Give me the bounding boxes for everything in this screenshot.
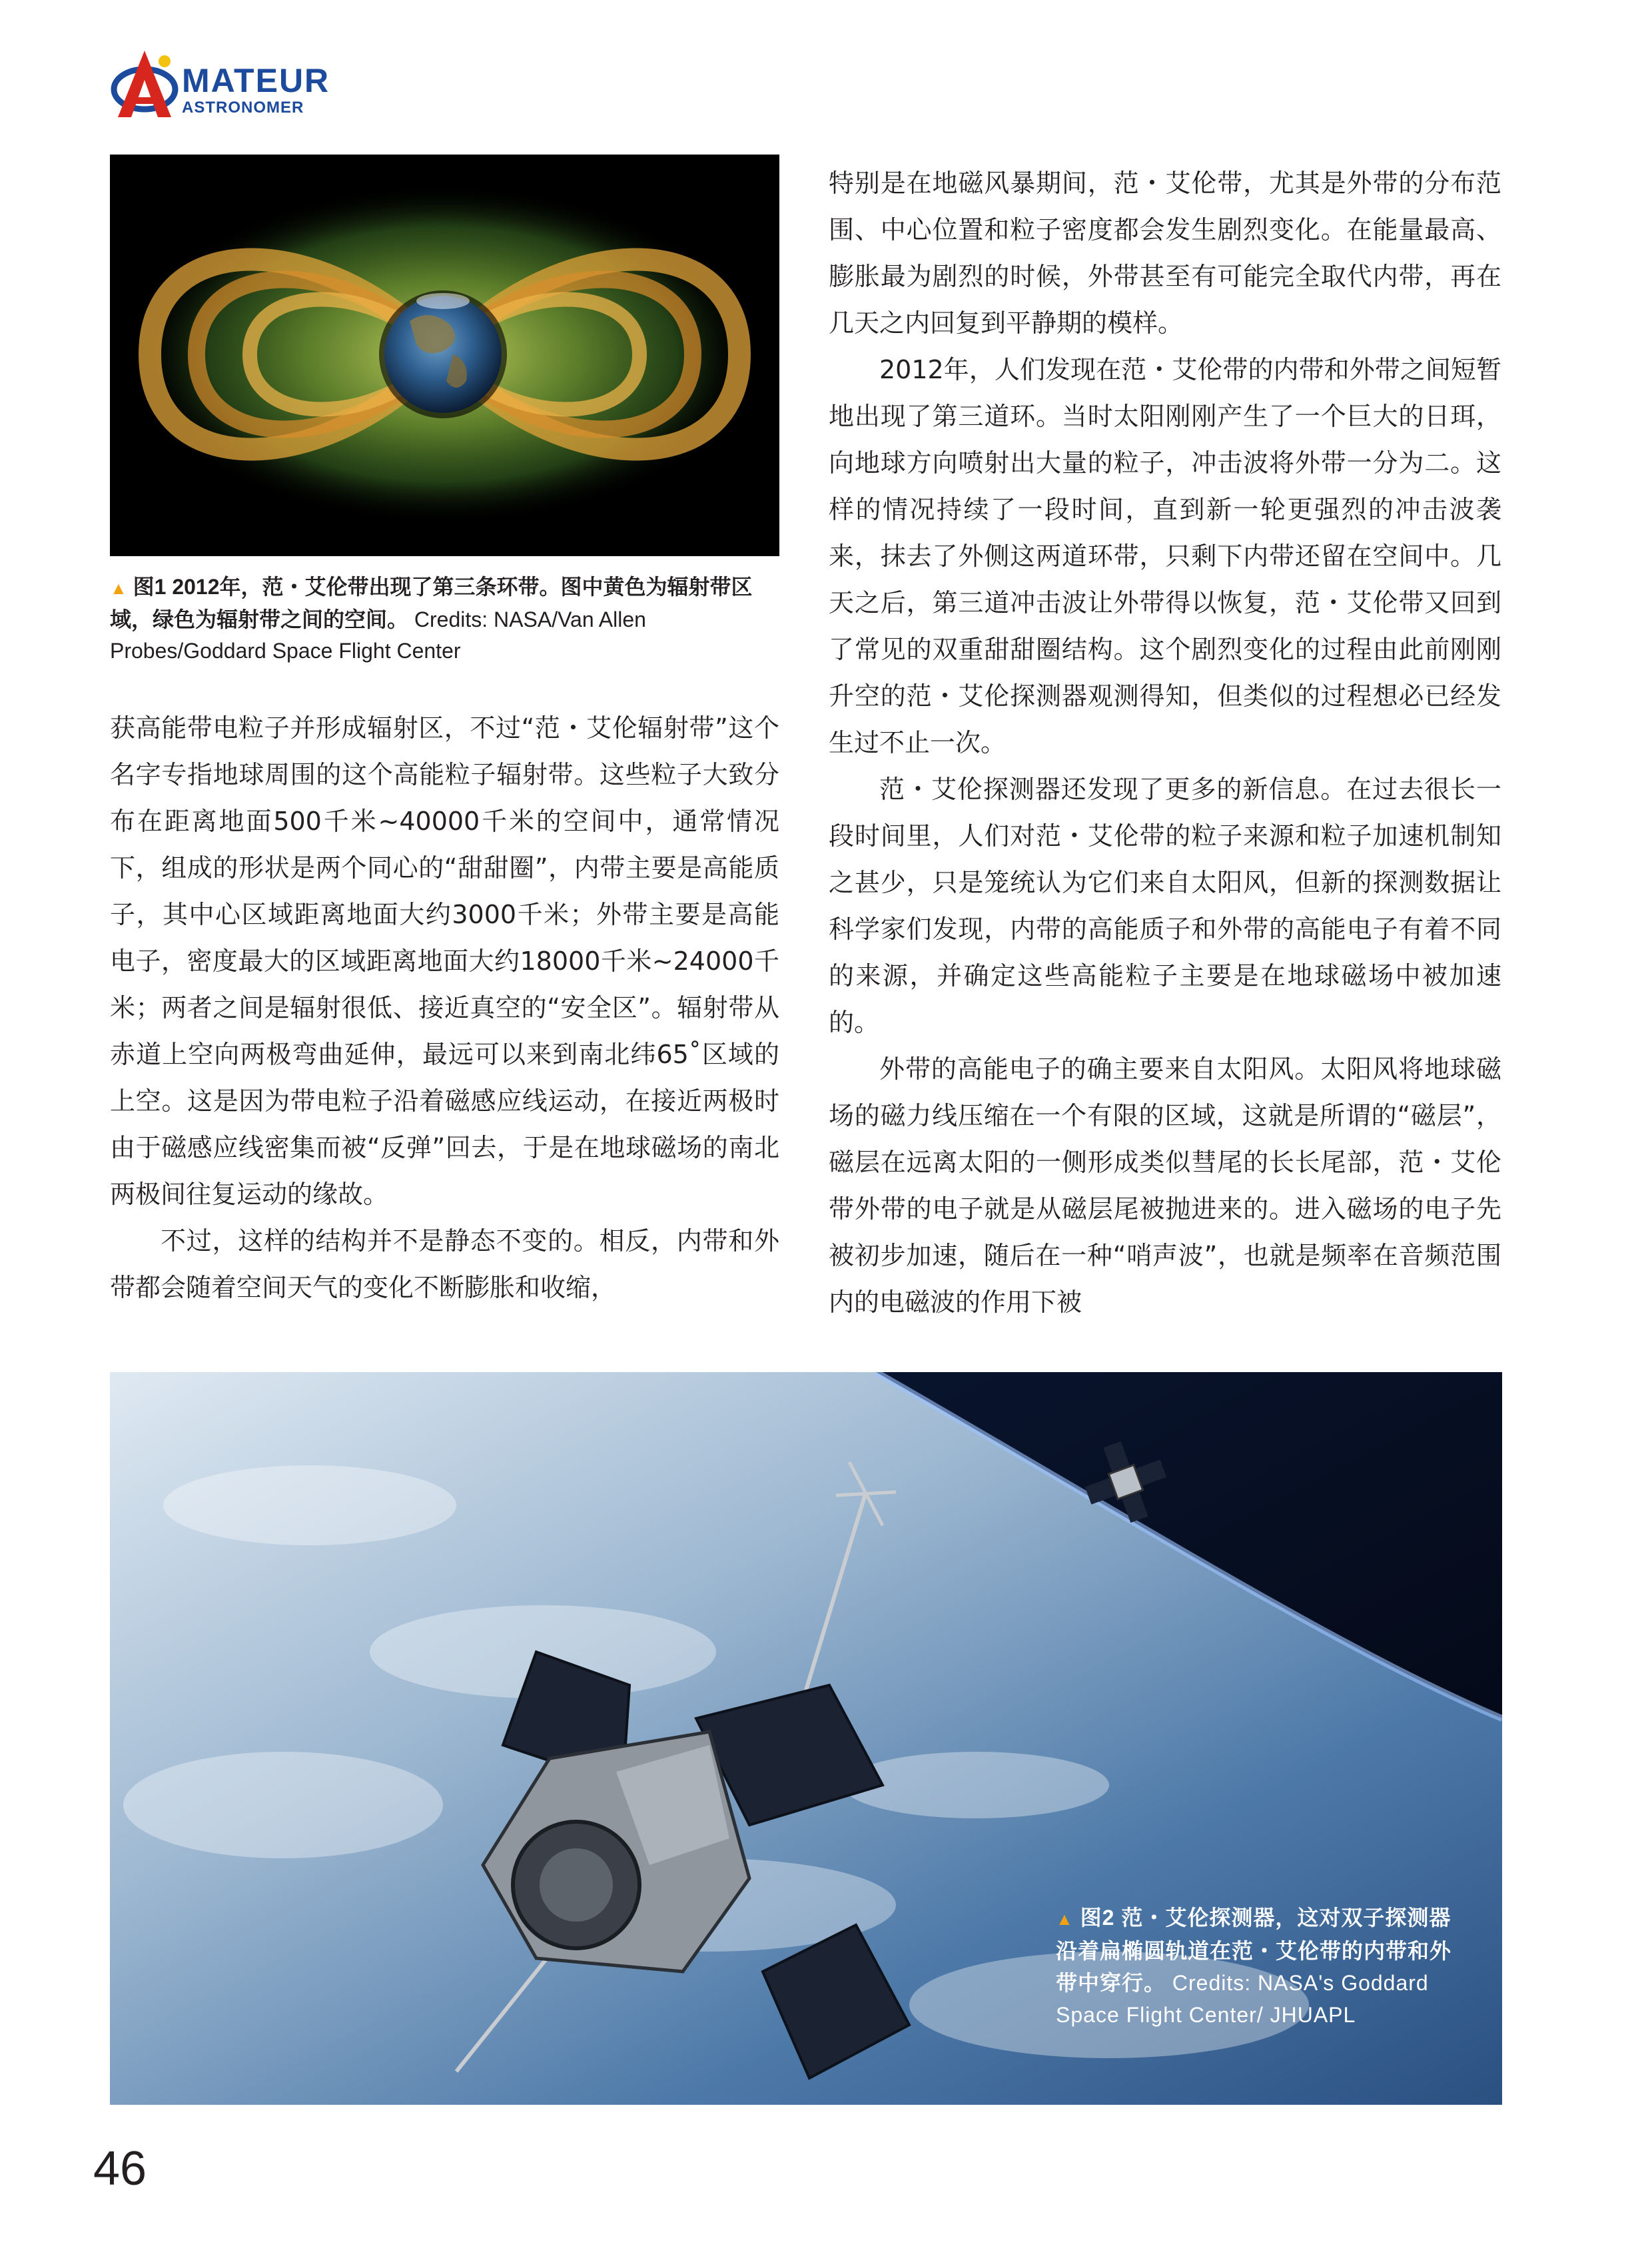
van-allen-belt-illustration (110, 155, 779, 556)
right-text-column (829, 160, 1501, 1325)
logo-text-mateur: MATEUR (182, 62, 330, 99)
body-paragraph: 不过，这样的结构并不是静态不变的。相反，内带和外带都会随着空间天气的变化不断膨胀和收缩， (110, 1226, 779, 1302)
body-paragraph: 外带的高能电子的确主要来自太阳风。太阳风将地球磁场的磁力线压缩在一个有限的区域，这就是所谓的“磁层”，磁层在远离太阳的一侧形成类似彗尾的长长尾部，范・艾伦带外带的电子就是从磁层尾被抛进来的。进入磁场的电子先被初步加速，随后在一种“哨声波”，也就是频率在音频范围内的电磁波的作用下被 (829, 1054, 1501, 1317)
figure-van-allen-belts (110, 155, 779, 556)
figure2-caption-credits: Credits: NASA's Goddard Space Flight Center/ JHUAPL (1056, 1971, 1429, 2027)
left-text-column (110, 705, 779, 1311)
page-number: 46 (93, 2142, 147, 2195)
body-paragraph: 2012年，人们发现在范・艾伦带的内带和外带之间短暂地出现了第三道环。当时太阳刚刚产生了一个巨大的日珥，向地球方向喷射出大量的粒子，冲击波将外带一分为二。这样的情况持续了一段时间，直到新一轮更强烈的冲击波袭来，抹去了外侧这两道环带，只剩下内带还留在空间中。几天之后，第三道冲击波让外带得以恢复，范・艾伦带又回到了常见的双重甜甜圈结构。这个剧烈变化的过程由此前刚刚升空的范・艾伦探测器观测得知，但类似的过程想必已经发生过不止一次。 (829, 355, 1501, 757)
figure2-caption (1056, 1902, 1472, 2031)
body-paragraph: 获高能带电粒子并形成辐射区，不过“范・艾伦辐射带”这个名字专指地球周围的这个高能粒子辐射带。这些粒子大致分布在距离地面500千米~40000千米的空间中，通常情况下，组成的形状是两个同心的“甜甜圈”，内带主要是高能质子，其中心区域距离地面大约3000千米；外带主要是高能电子，密度最大的区域距离地面大约18000千米~24000千米；两者之间是辐射很低、接近真空的“安全区”。辐射带从赤道上空向两极弯曲延伸，最远可以来到南北纬65˚区域的上空。这是因为带电粒子沿着磁感应线运动，在接近两极时由于磁感应线密集而被“反弹”回去，于是在地球磁场的南北两极间往复运动的缘故。 (110, 713, 779, 1209)
figure1-caption-text: 图1 2012年，范・艾伦带出现了第三条环带。图中黄色为辐射带区域，绿色为辐射带之间的空间。 (110, 575, 753, 631)
figure1-caption (110, 571, 783, 667)
figure2-caption-text: 图2 范・艾伦探测器，这对双子探测器沿着扁椭圆轨道在范・艾伦带的内带和外带中穿行。 (1056, 1906, 1452, 1995)
logo-a-icon (110, 48, 183, 121)
caption-triangle-icon: ▲ (1056, 1909, 1074, 1929)
figure1-caption-credits: Credits: NASA/Van Allen Probes/Goddard Space Flight Center (110, 607, 646, 663)
body-paragraph: 范・艾伦探测器还发现了更多的新信息。在过去很长一段时间里，人们对范・艾伦带的粒子来源和粒子加速机制知之甚少，只是笼统认为它们来自太阳风，但新的探测数据让科学家们发现，内带的高能质子和外带的高能电子有着不同的来源，并确定这些高能粒子主要是在地球磁场中被加速的。 (829, 775, 1501, 1037)
caption-triangle-icon: ▲ (110, 578, 127, 598)
logo-text-astronomer: ASTRONOMER (182, 99, 304, 117)
body-paragraph: 特别是在地磁风暴期间，范・艾伦带，尤其是外带的分布范围、中心位置和粒子密度都会发生剧烈变化。在能量最高、膨胀最为剧烈的时候，外带甚至有可能完全取代内带，再在几天之内回复到平静期的模样。 (829, 169, 1501, 338)
magazine-logo (110, 48, 330, 121)
